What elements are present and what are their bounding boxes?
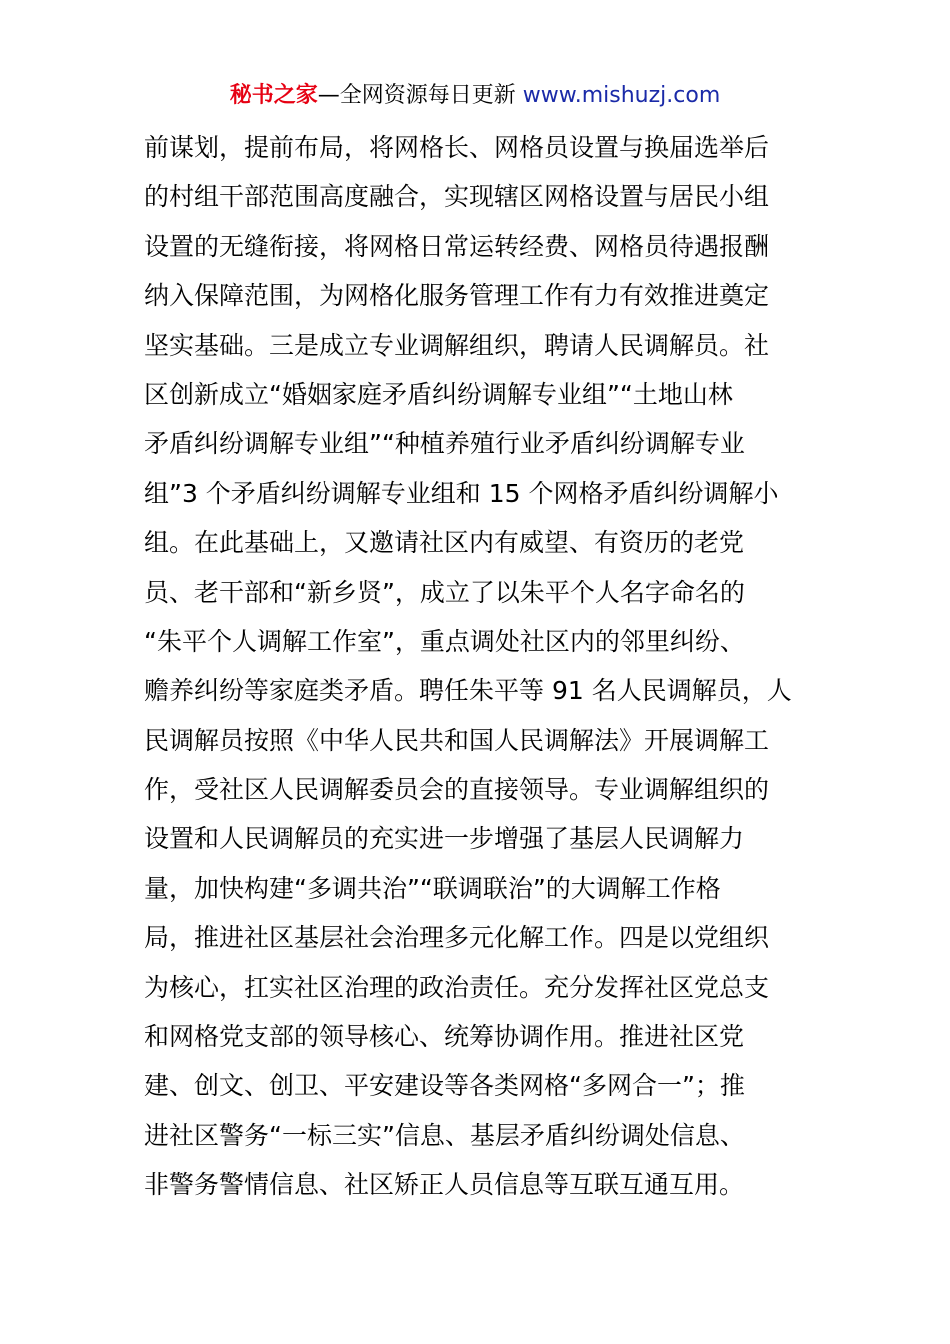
body-line: 矛盾纠纷调解专业组”“种植养殖行业矛盾纠纷调解专业 bbox=[144, 429, 745, 459]
body-line: 前谋划，提前布局，将网格长、网格员设置与换届选举后 bbox=[144, 133, 770, 162]
body-line: 组。在此基础上，又邀请社区内有威望、有资历的老党 bbox=[144, 528, 745, 558]
body-line: 纳入保障范围，为网格化服务管理工作有力有效推进奠定 bbox=[144, 281, 770, 311]
body-line: 民调解员按照《中华人民共和国人民调解法》开展调解工 bbox=[144, 725, 770, 755]
body-line: 量，加快构建“多调共治”“联调联治”的大调解工作格 bbox=[144, 873, 721, 903]
body-line: 坚实基础。三是成立专业调解组织，聘请人民调解员。社 bbox=[144, 330, 770, 360]
body-line: 非警务警情信息、社区矫正人员信息等互联互通互用。 bbox=[144, 1170, 745, 1200]
body-line: 设置的无缝衔接，将网格日常运转经费、网格员待遇报酬 bbox=[144, 231, 770, 261]
body-line: 员、老干部和“新乡贤”，成立了以朱平个人名字命名的 bbox=[144, 577, 745, 607]
page-header bbox=[0, 80, 950, 112]
body-line: “朱平个人调解工作室”，重点调处社区内的邻里纠纷、 bbox=[144, 626, 745, 656]
document-body bbox=[144, 123, 808, 1210]
header-tagline: —全网资源每日更新 bbox=[317, 83, 523, 108]
body-line: 为核心，扛实社区治理的政治责任。充分发挥社区党总支 bbox=[144, 972, 770, 1002]
body-line: 设置和人民调解员的充实进一步增强了基层人民调解力 bbox=[144, 824, 745, 854]
body-line: 的村组干部范围高度融合，实现辖区网格设置与居民小组 bbox=[144, 182, 770, 212]
body-line: 区创新成立“婚姻家庭矛盾纠纷调解专业组”“土地山林 bbox=[144, 379, 733, 409]
body-line: 作，受社区人民调解委员会的直接领导。专业调解组织的 bbox=[144, 775, 770, 805]
body-line: 组”3 个矛盾纠纷调解专业组和 15 个网格矛盾纠纷调解小 bbox=[144, 478, 779, 508]
body-line: 赡养纠纷等家庭类矛盾。聘任朱平等 91 名人民调解员，人 bbox=[144, 676, 792, 706]
body-line: 和网格党支部的领导核心、统筹协调作用。推进社区党 bbox=[144, 1022, 745, 1052]
body-line: 局，推进社区基层社会治理多元化解工作。四是以党组织 bbox=[144, 923, 770, 953]
site-url-link[interactable]: www.mishuzj.com bbox=[522, 83, 721, 108]
body-line: 建、创文、创卫、平安建设等各类网格“多网合一”；推 bbox=[144, 1071, 745, 1101]
brand-name: 秘书之家 bbox=[229, 83, 318, 108]
body-line: 进社区警务“一标三实”信息、基层矛盾纠纷调处信息、 bbox=[144, 1120, 745, 1150]
